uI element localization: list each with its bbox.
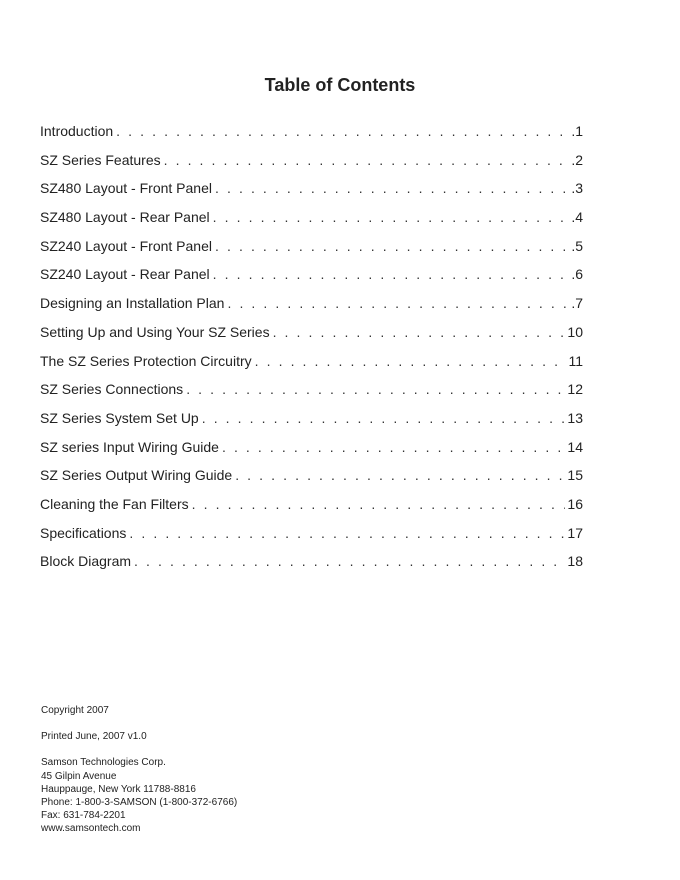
phone-line: Phone: 1-800-3-SAMSON (1-800-372-6766) (41, 797, 238, 809)
imprint-block (41, 704, 237, 836)
toc-entry-page: 15 (567, 467, 583, 484)
toc-entry (40, 467, 583, 496)
toc-entry (40, 496, 583, 525)
printed-line: Printed June, 2007 v1.0 (41, 731, 147, 743)
fax-line: Fax: 631-784-2201 (41, 810, 126, 822)
website-line: www.samsontech.com (41, 823, 141, 835)
toc-entry (40, 180, 583, 209)
toc-entry-title: SZ Series System Set Up (40, 409, 199, 426)
toc-entry (40, 295, 583, 324)
toc-entry-page: .5 (571, 237, 583, 254)
toc-entry (40, 238, 583, 267)
toc-dot-leader (255, 353, 567, 369)
toc-entry (40, 410, 583, 439)
toc-entry-title: SZ Series Features (40, 151, 161, 168)
toc-entry-title: SZ480 Layout - Rear Panel (40, 209, 210, 226)
toc-entry-title: SZ480 Layout - Front Panel (40, 180, 212, 197)
toc-entry (40, 381, 583, 410)
table-of-contents (40, 123, 583, 582)
toc-dot-leader (215, 180, 569, 196)
toc-entry-page: 13 (567, 409, 583, 426)
toc-entry (40, 209, 583, 238)
toc-dot-leader (129, 525, 565, 541)
toc-entry (40, 152, 583, 181)
toc-entry-page: 12 (567, 381, 583, 398)
toc-entry-title: SZ Series Connections (40, 381, 184, 398)
toc-entry-page: 14 (567, 438, 583, 455)
toc-entry-title: Specifications (40, 524, 127, 541)
toc-dot-leader (134, 553, 565, 569)
toc-entry-page: 18 (567, 553, 583, 570)
page-title: Table of Contents (264, 75, 416, 96)
toc-entry (40, 266, 583, 295)
toc-entry (40, 123, 583, 152)
toc-dot-leader (116, 123, 569, 139)
toc-dot-leader (192, 496, 566, 512)
toc-dot-leader (222, 439, 565, 455)
toc-entry-page: .4 (571, 209, 583, 226)
toc-dot-leader (164, 152, 570, 168)
toc-dot-leader (215, 238, 569, 254)
toc-dot-leader (235, 467, 565, 483)
toc-dot-leader (273, 324, 566, 340)
toc-entry-title: SZ240 Layout - Rear Panel (40, 266, 210, 283)
toc-entry (40, 525, 583, 554)
toc-entry-title: SZ Series Output Wiring Guide (40, 467, 233, 484)
toc-entry-title: Cleaning the Fan Filters (40, 495, 189, 512)
toc-entry-title: Setting Up and Using Your SZ Series (40, 323, 270, 340)
toc-entry-page: 17 (567, 524, 583, 541)
toc-entry-page: .6 (571, 266, 583, 283)
toc-entry (40, 439, 583, 468)
toc-entry-page: 16 (567, 495, 583, 512)
address-line-2: Hauppauge, New York 11788-8816 (41, 783, 196, 795)
toc-entry-page: .1 (571, 123, 583, 139)
address-line-1: 45 Gilpin Avenue (41, 770, 117, 782)
toc-entry-page: 10 (567, 323, 583, 340)
toc-entry-title: The SZ Series Protection Circuitry (40, 352, 252, 369)
toc-entry-page: .3 (571, 180, 583, 197)
toc-entry-title: Designing an Installation Plan (40, 295, 225, 312)
toc-entry-title: SZ series Input Wiring Guide (40, 438, 219, 455)
toc-entry-title: Introduction (40, 123, 114, 139)
toc-entry-title: Block Diagram (40, 553, 132, 570)
toc-entry (40, 553, 583, 582)
toc-dot-leader (202, 410, 566, 426)
copyright-line: Copyright 2007 (41, 705, 109, 716)
toc-dot-leader (213, 266, 570, 282)
toc-entry-title: SZ240 Layout - Front Panel (40, 237, 212, 254)
toc-entry (40, 353, 583, 382)
toc-entry-page: 11 (568, 352, 583, 369)
toc-dot-leader (213, 209, 570, 225)
toc-dot-leader (227, 295, 569, 311)
company-name: Samson Technologies Corp. (41, 757, 166, 769)
toc-dot-leader (186, 381, 565, 397)
toc-entry-page: .2 (571, 151, 583, 168)
toc-entry-page: .7 (571, 295, 583, 312)
toc-entry (40, 324, 583, 353)
